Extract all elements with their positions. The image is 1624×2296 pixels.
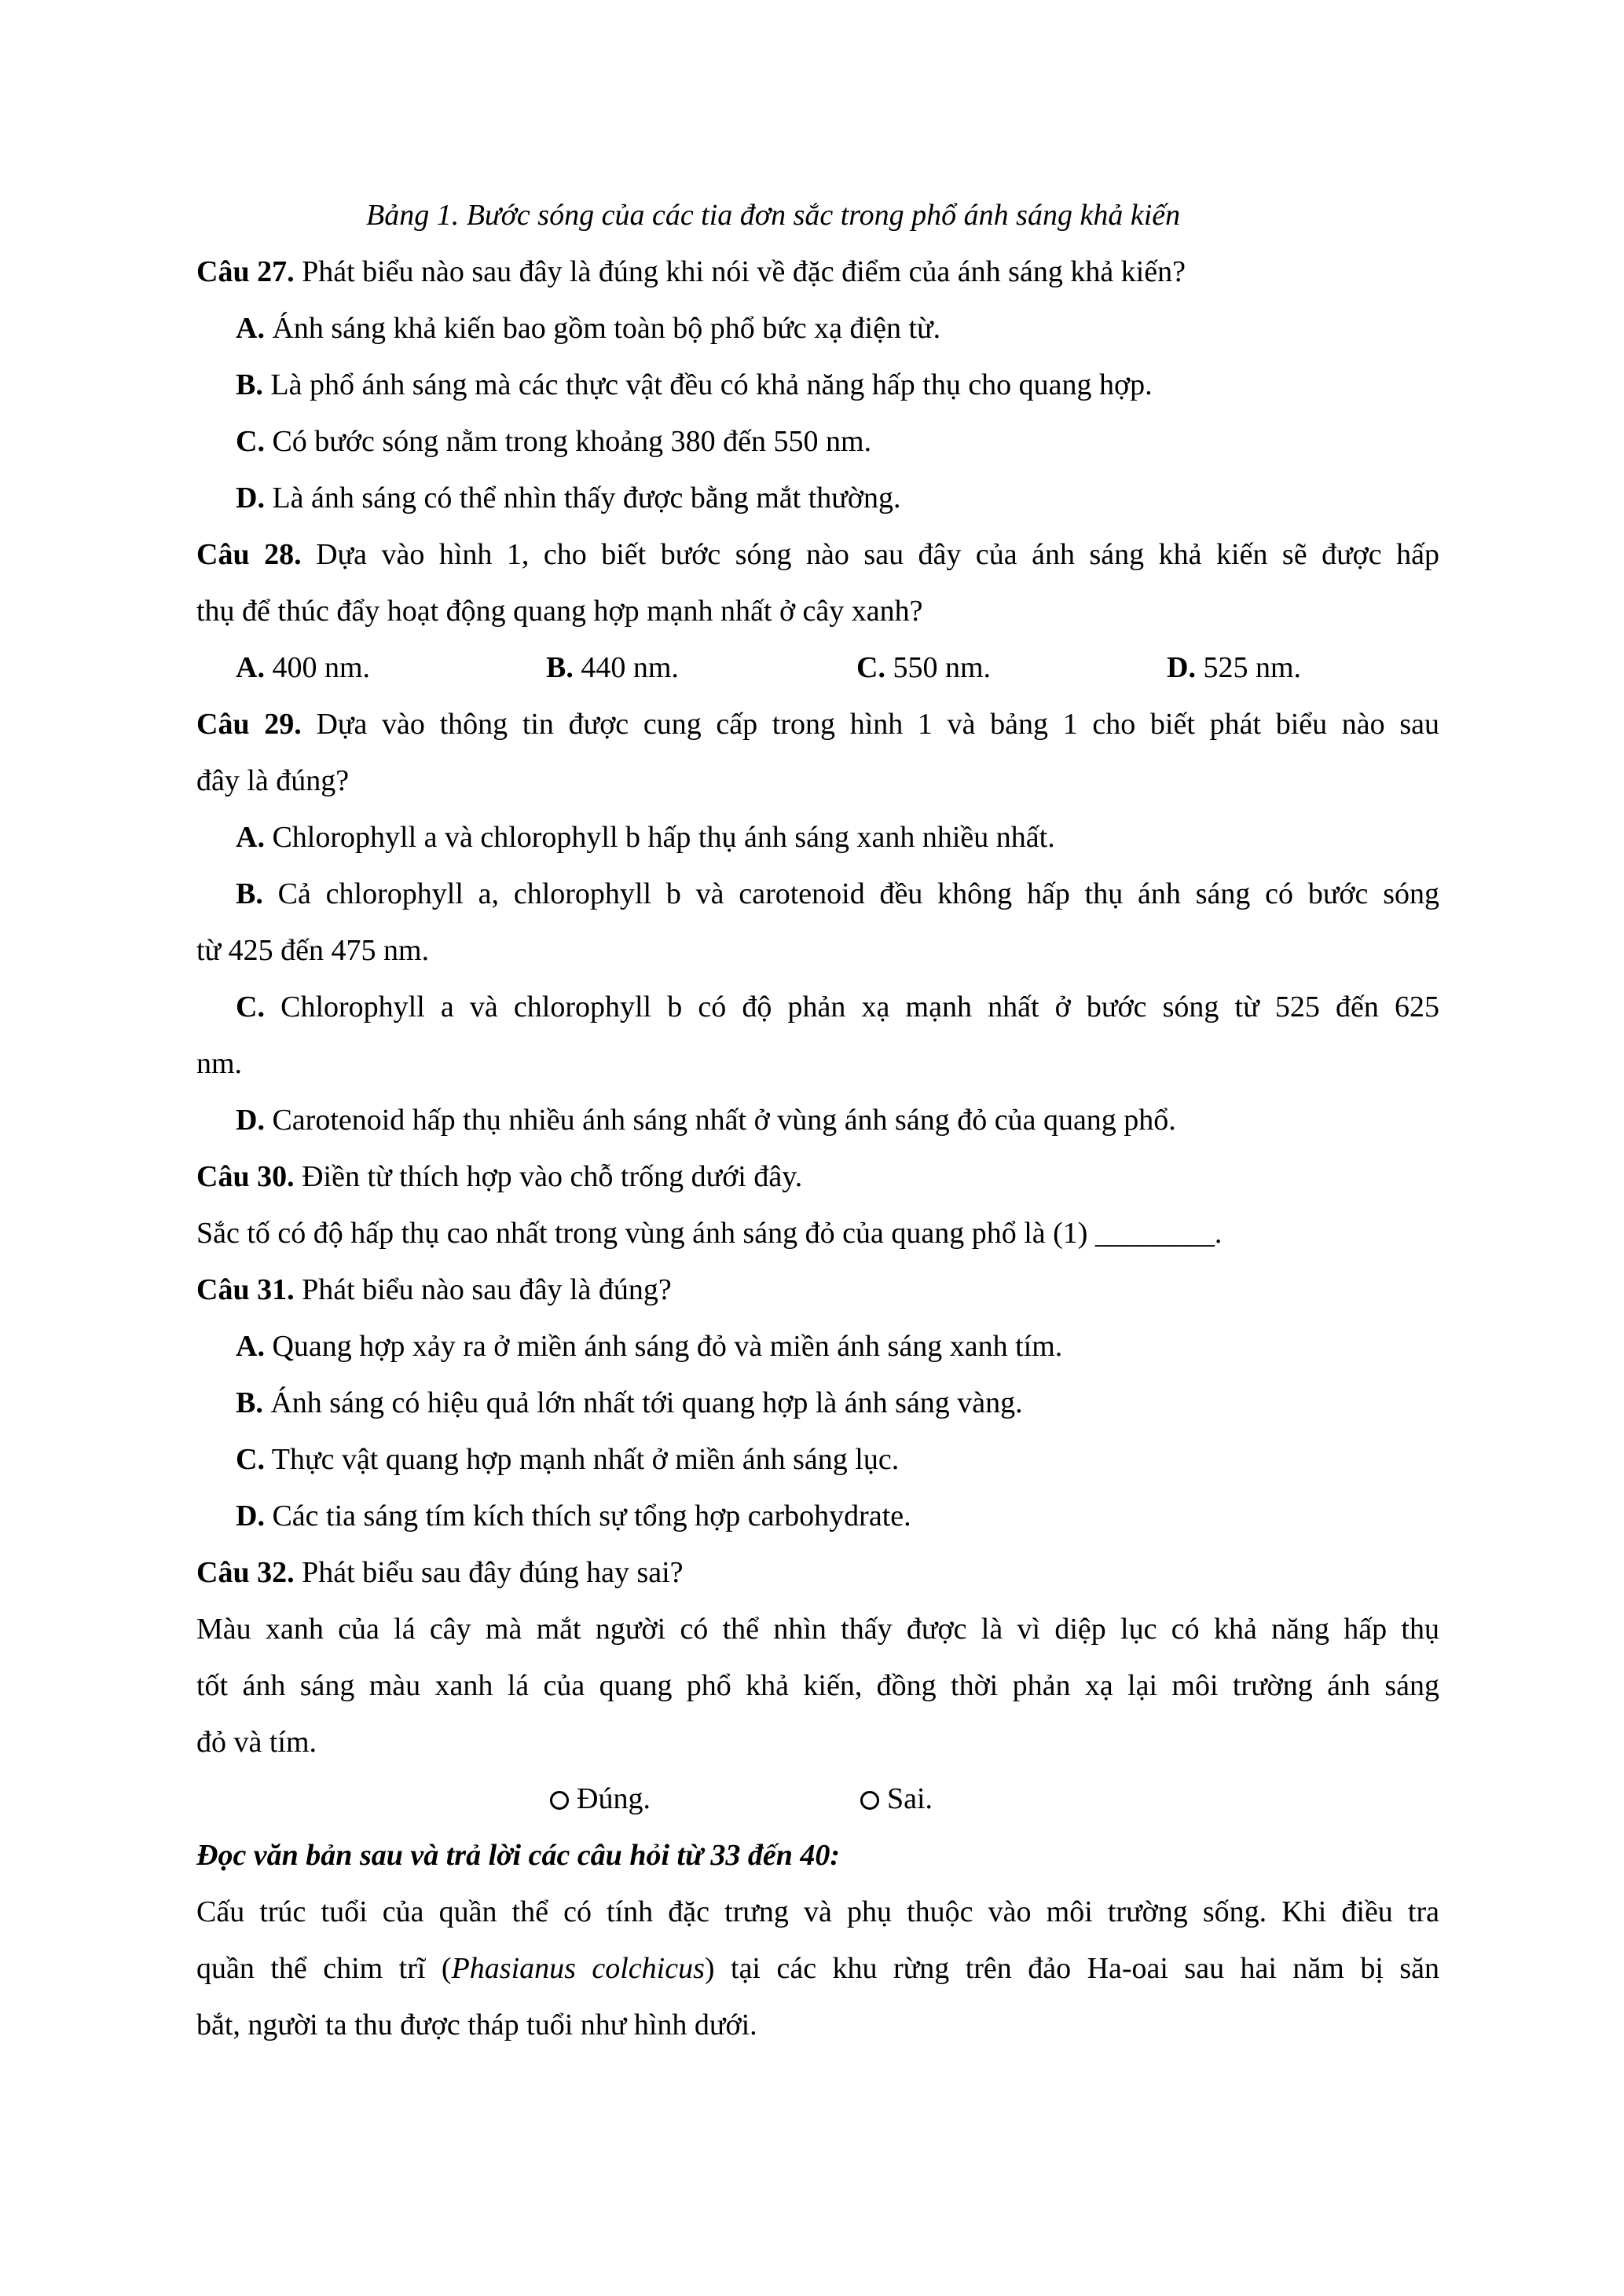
reading-line1: Cấu trúc tuổi của quần thể có tính đặc trưng và phụ thuộc vào môi trường sống. Khi điều tra xyxy=(196,1895,1439,1928)
question-29-option-a xyxy=(236,818,1055,856)
question-32-statement-line3: đỏ và tím. xyxy=(196,1726,317,1759)
question-30-text: Điền từ thích hợp vào chỗ trống dưới đây. xyxy=(294,1160,803,1193)
option-letter: D. xyxy=(236,482,265,514)
option-letter: D. xyxy=(236,1500,265,1532)
option-text: Quang hợp xảy ra ở miền ánh sáng đỏ và miền ánh sáng xanh tím. xyxy=(264,1330,1063,1363)
option-letter: C. xyxy=(856,651,885,684)
option-letter: A. xyxy=(236,1330,265,1363)
option-letter: D. xyxy=(1167,651,1196,684)
question-30-label: Câu 30. xyxy=(196,1160,295,1193)
option-text: 525 nm. xyxy=(1195,651,1302,684)
question-32-stem xyxy=(196,1554,684,1591)
question-29-stem-line1 xyxy=(196,705,1439,743)
question-29-stem-line2: đây là đúng? xyxy=(196,764,350,797)
question-28-option-a xyxy=(236,649,370,687)
option-text: Ánh sáng khả kiến bao gồm toàn bộ phổ bức xạ điện từ. xyxy=(264,312,941,345)
option-text: 550 nm. xyxy=(885,651,992,684)
radio-circle-icon[interactable] xyxy=(550,1791,569,1810)
choice-true-label: Đúng. xyxy=(577,1782,651,1815)
question-32-label: Câu 32. xyxy=(196,1556,295,1589)
option-letter: B. xyxy=(546,651,574,684)
option-letter: B. xyxy=(236,877,263,910)
question-28-text: Dựa vào hình 1, cho biết bước sóng nào sau đây của ánh sáng khả kiến sẽ được hấp xyxy=(301,538,1440,571)
option-text: Là ánh sáng có thể nhìn thấy được bằng mắt thường. xyxy=(264,482,901,514)
reading-heading: Đọc văn bản sau và trả lời các câu hỏi từ 33 đến 40: xyxy=(196,1839,840,1872)
question-27-label: Câu 27. xyxy=(196,255,295,288)
question-31-option-a xyxy=(236,1327,1062,1365)
option-text: Chlorophyll a và chlorophyll b hấp thụ ánh sáng xanh nhiều nhất. xyxy=(264,821,1055,854)
option-text: Cả chlorophyll a, chlorophyll b và carotenoid đều không hấp thụ ánh sáng có bước sóng xyxy=(262,877,1439,910)
option-text: Carotenoid hấp thụ nhiều ánh sáng nhất ở vùng ánh sáng đỏ của quang phổ. xyxy=(264,1104,1176,1137)
question-30-stem xyxy=(196,1158,802,1196)
option-letter: C. xyxy=(236,1443,265,1476)
choice-false[interactable] xyxy=(860,1780,933,1818)
option-text: 440 nm. xyxy=(573,651,679,684)
question-29-option-d xyxy=(236,1101,1176,1139)
option-letter: C. xyxy=(236,425,265,458)
question-29-label: Câu 29. xyxy=(196,708,302,741)
question-31-text: Phát biểu nào sau đây là đúng? xyxy=(294,1273,672,1306)
option-letter: A. xyxy=(236,312,265,345)
question-27-option-d xyxy=(236,479,900,517)
choice-true[interactable] xyxy=(550,1780,651,1818)
question-29-text: Dựa vào thông tin được cung cấp trong hình 1 và bảng 1 cho biết phát biểu nào sau xyxy=(301,708,1439,741)
question-27-stem xyxy=(196,253,1186,291)
question-31-label: Câu 31. xyxy=(196,1273,295,1306)
question-29-option-b-line1 xyxy=(236,875,1439,913)
choice-false-label: Sai. xyxy=(887,1782,933,1815)
reading-line2-post: ) tại các khu rừng trên đảo Ha-oai sau hai năm bị săn xyxy=(704,1952,1440,1985)
option-letter: D. xyxy=(236,1104,265,1137)
question-31-option-b xyxy=(236,1384,1023,1422)
question-27-option-a xyxy=(236,309,940,347)
option-text: Các tia sáng tím kích thích sự tổng hợp carbohydrate. xyxy=(264,1500,911,1532)
question-28-option-d xyxy=(1167,649,1301,687)
option-text: Là phổ ánh sáng mà các thực vật đều có khả năng hấp thụ cho quang hợp. xyxy=(262,368,1153,401)
question-31-option-c xyxy=(236,1441,899,1478)
reading-line3: bắt, người ta thu được tháp tuổi như hình dưới. xyxy=(196,2009,757,2041)
option-text: Có bước sóng nằm trong khoảng 380 đến 550 nm. xyxy=(264,425,872,458)
radio-circle-icon[interactable] xyxy=(860,1791,879,1810)
question-28-stem-line2: thụ để thúc đẩy hoạt động quang hợp mạnh nhất ở cây xanh? xyxy=(196,595,923,628)
reading-line2-pre: quần thể chim trĩ ( xyxy=(196,1952,452,1985)
option-text: Thực vật quang hợp mạnh nhất ở miền ánh sáng lục. xyxy=(264,1443,900,1476)
table-caption: Bảng 1. Bước sóng của các tia đơn sắc trong phổ ánh sáng khả kiến xyxy=(366,199,1181,232)
question-30-sentence: Sắc tố có độ hấp thụ cao nhất trong vùng ánh sáng đỏ của quang phổ là (1) ________. xyxy=(196,1217,1223,1250)
question-27-option-c xyxy=(236,423,871,460)
question-32-text: Phát biểu sau đây đúng hay sai? xyxy=(294,1556,684,1589)
question-31-option-d xyxy=(236,1497,911,1535)
question-32-statement-line2: tốt ánh sáng màu xanh lá của quang phổ khả kiến, đồng thời phản xạ lại môi trường ánh sáng xyxy=(196,1669,1439,1702)
question-28-label: Câu 28. xyxy=(196,538,302,571)
option-text: 400 nm. xyxy=(264,651,371,684)
question-27-text: Phát biểu nào sau đây là đúng khi nói về đặc điểm của ánh sáng khả kiến? xyxy=(294,255,1186,288)
question-28-stem-line1 xyxy=(196,536,1439,573)
question-29-option-b-line2: từ 425 đến 475 nm. xyxy=(196,934,430,967)
option-letter: B. xyxy=(236,1386,263,1419)
option-letter: A. xyxy=(236,651,265,684)
species-name: Phasianus colchicus xyxy=(451,1952,705,1985)
question-29-option-c-line2: nm. xyxy=(196,1047,243,1080)
question-29-option-c-line1 xyxy=(236,988,1439,1026)
option-letter: B. xyxy=(236,368,263,401)
question-28-option-c xyxy=(856,649,991,687)
option-text: Chlorophyll a và chlorophyll b có độ phản xạ mạnh nhất ở bước sóng từ 525 đến 625 xyxy=(264,991,1439,1023)
question-27-option-b xyxy=(236,366,1153,404)
option-letter: A. xyxy=(236,821,265,854)
option-letter: C. xyxy=(236,991,265,1023)
question-32-statement-line1: Màu xanh của lá cây mà mắt người có thể nhìn thấy được là vì diệp lục có khả năng hấp thụ xyxy=(196,1613,1439,1646)
question-28-option-b xyxy=(546,649,679,687)
question-31-stem xyxy=(196,1271,672,1309)
reading-line2 xyxy=(196,1950,1439,1987)
option-text: Ánh sáng có hiệu quả lớn nhất tới quang hợp là ánh sáng vàng. xyxy=(262,1386,1023,1419)
